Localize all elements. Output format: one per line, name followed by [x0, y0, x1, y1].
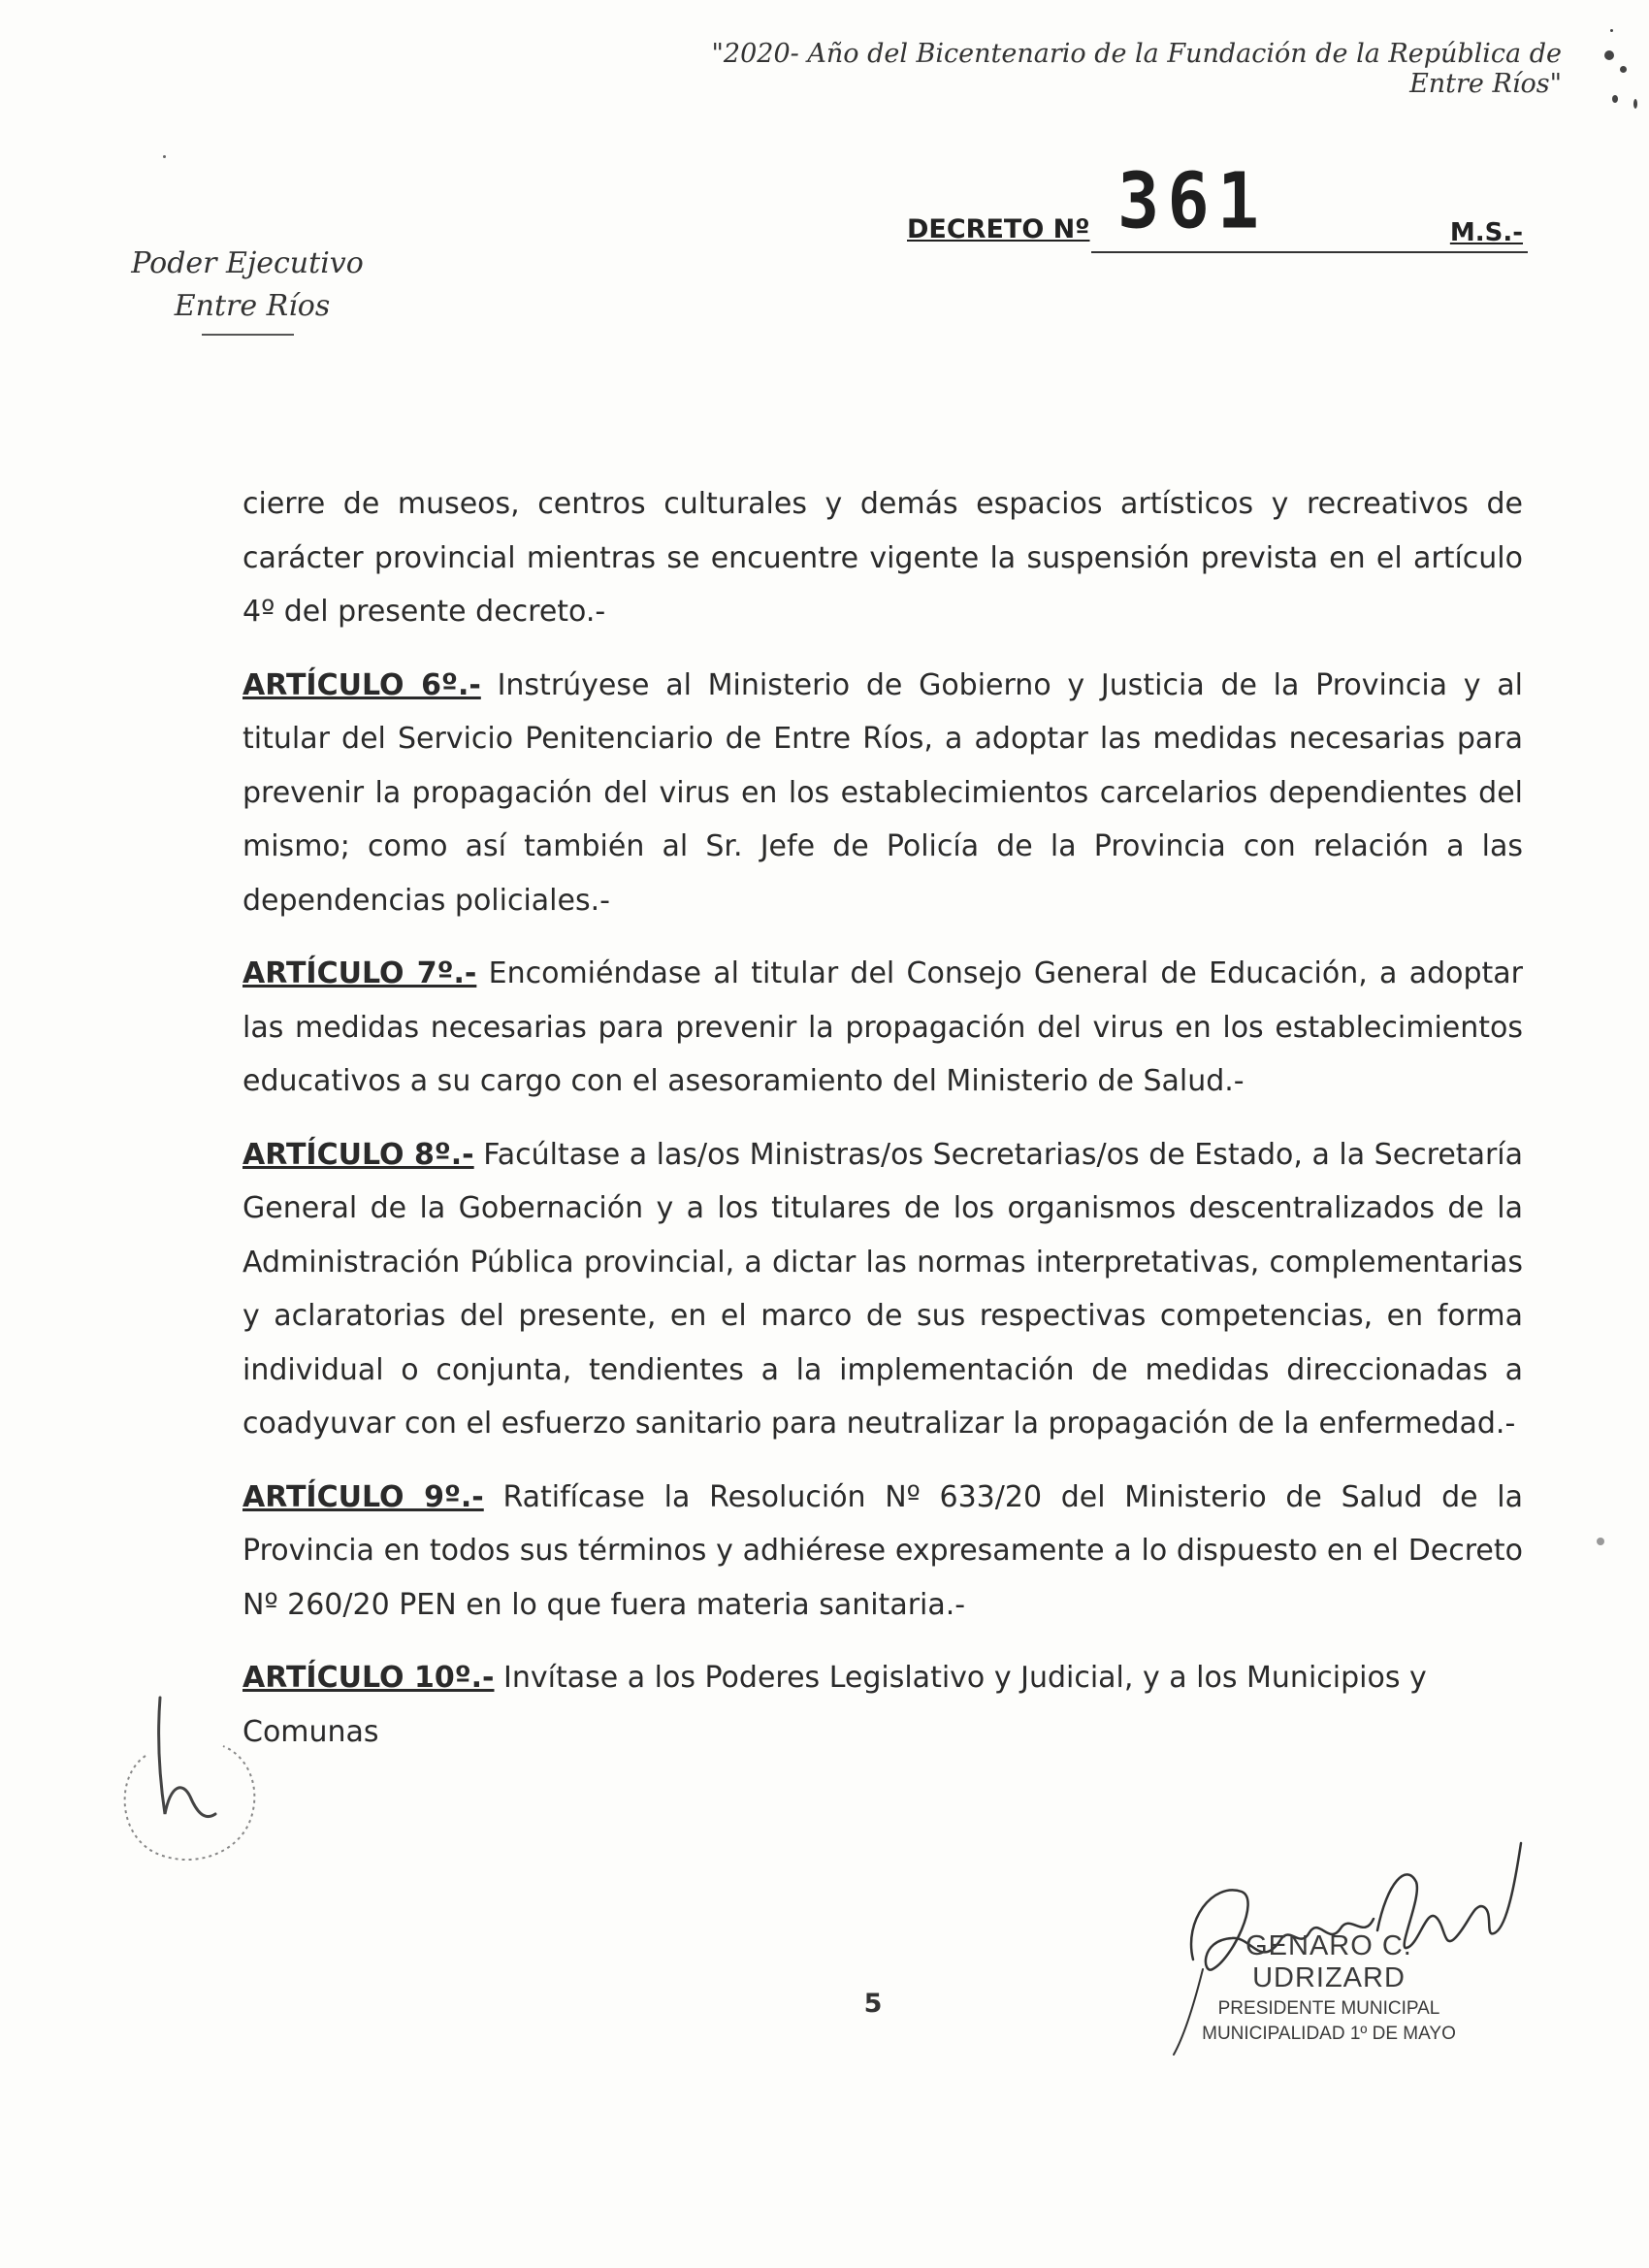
- article-text: Encomiéndase al titular del Consejo General de Educación, a adoptar las medidas necesarias para prevenir la propagación del virus en los establecimientos educativos a su cargo con el asesoramiento del Ministerio de Salud.-: [242, 956, 1524, 1098]
- issuer-line-2: Entre Ríos: [174, 289, 331, 323]
- decree-number: 361: [1117, 155, 1268, 246]
- scan-marks: [1591, 29, 1649, 126]
- article-label: ARTÍCULO 9º.-: [242, 1479, 484, 1514]
- article-text: Instrúyese al Ministerio de Gobierno y Justicia de la Provincia y al titular del Servicio Penitenciario de Entre Ríos, a adoptar las medidas necesarias para prevenir la propagación del virus en los establecimientos carcelarios dependientes del mismo; como así también al Sr. Jefe de Policía de la Provincia con relación a las dependencias policiales.-: [242, 667, 1523, 918]
- article-8: [242, 1128, 1523, 1451]
- article-label: ARTÍCULO 6º.-: [242, 667, 481, 702]
- decree-suffix: M.S.-: [1449, 218, 1523, 247]
- article-text: Invítase a los Poderes Legislativo y Judicial, y a los Municipios y Comunas: [242, 1661, 1427, 1749]
- article-10: [242, 1651, 1523, 1759]
- article-label: ARTÍCULO 10º.-: [242, 1661, 495, 1695]
- stamp-role: PRESIDENTE MUNICIPAL: [1217, 1998, 1440, 2019]
- issuer-block: [121, 243, 373, 336]
- scan-speck: [1597, 1538, 1604, 1545]
- stamp-name: GENARO C. UDRIZARD: [1245, 1930, 1412, 1993]
- article-7: [242, 947, 1523, 1109]
- decree-heading: [902, 155, 1528, 257]
- issuer-line-1: Poder Ejecutivo: [131, 246, 364, 280]
- issuer-underline: [202, 334, 294, 336]
- decree-label: DECRETO Nº: [907, 214, 1090, 244]
- article-text: Ratifícase la Resolución Nº 633/20 del Ministerio de Salud de la Provincia en todos sus términos y adhiérese expresamente a lo dispuesto en el Decreto Nº 260/20 PEN en lo que fuera materia sanitaria.-: [242, 1479, 1523, 1622]
- article-9: [242, 1471, 1523, 1633]
- initials-mark-icon: [107, 1688, 272, 1872]
- article-label: ARTÍCULO 8º.-: [242, 1137, 474, 1172]
- page-number: 5: [863, 1989, 883, 2019]
- official-stamp: [1183, 1930, 1474, 2045]
- header-motto: "2020- Año del Bicentenario de la Fundación de la República de Entre Ríos": [711, 39, 1562, 99]
- article-text: Facúltase a las/os Ministras/os Secretarias/os de Estado, a la Secretaría General de la Gobernación y a los titulares de los organismos descentralizados de la Administración Pública provincial, a dictar las normas interpretativas, complementarias y aclaratorias del presente, en el marco de sus respectivas competencias, en forma individual o conjunta, tendientes a la implementación de medidas direccionadas a coadyuvar con el esfuerzo sanitario para neutralizar la propagación de la enfermedad.-: [242, 1137, 1524, 1441]
- decree-underline: [1091, 251, 1528, 253]
- stamp-organization: MUNICIPALIDAD 1º DE MAYO: [1202, 2024, 1456, 2044]
- scan-speck: [163, 155, 166, 158]
- article-6: [242, 659, 1523, 928]
- document-body: [242, 477, 1523, 1778]
- intro-paragraph: cierre de museos, centros culturales y demás espacios artísticos y recreativos de carácter provincial mientras se encuentre vigente la suspensión prevista en el artículo 4º del presente decreto.-: [242, 487, 1523, 629]
- article-label: ARTÍCULO 7º.-: [242, 956, 477, 990]
